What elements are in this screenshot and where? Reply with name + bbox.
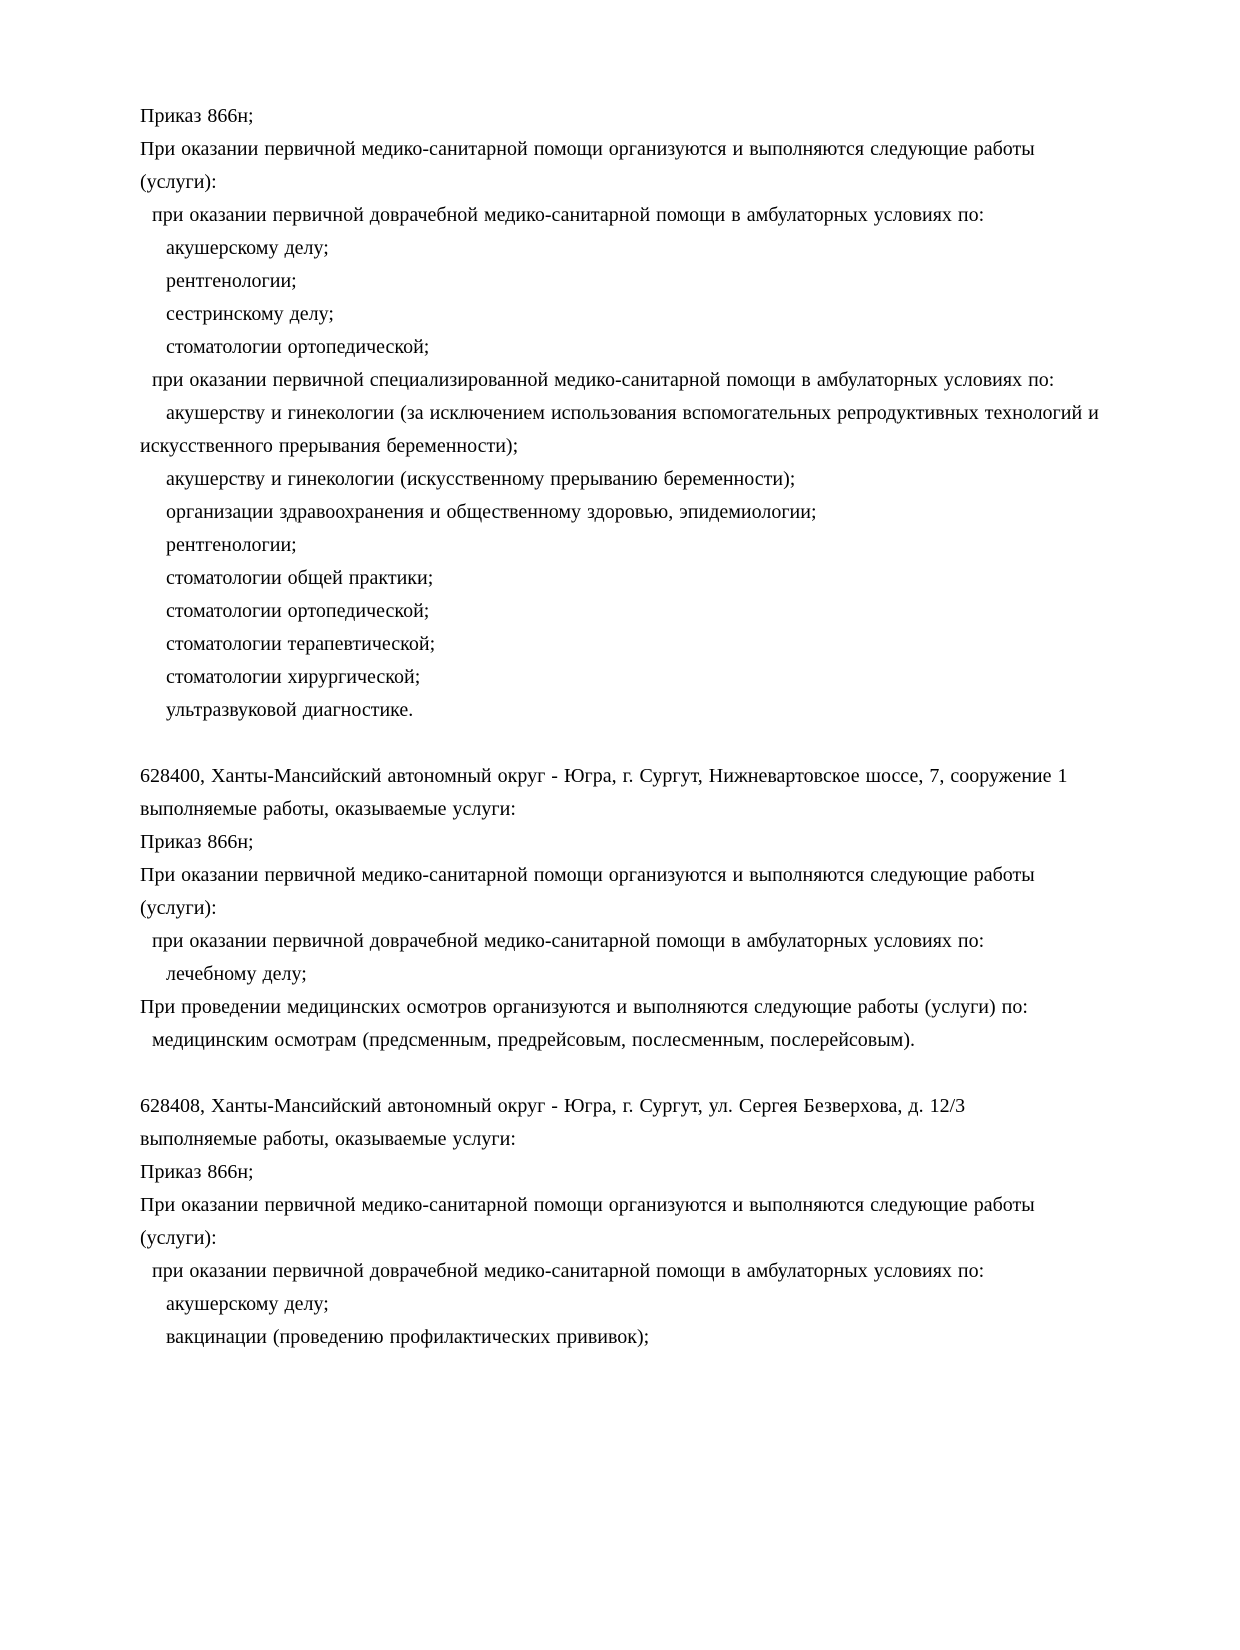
text-line: организации здравоохранения и общественному здоровью, эпидемиологии; <box>166 501 817 523</box>
text-line: стоматологии ортопедической; <box>166 336 430 358</box>
document-body <box>140 100 1107 1354</box>
text-line: вакцинации (проведению профилактических прививок); <box>166 1326 650 1348</box>
text-line: 628408, Ханты-Мансийский автономный округ - Югра, г. Сургут, ул. Сергея Безверхова, д. 12/3 <box>140 1095 966 1117</box>
text-line: медицинским осмотрам (предсменным, предрейсовым, послесменным, послерейсовым). <box>152 1029 915 1051</box>
text-line: при оказании первичной доврачебной медико-санитарной помощи в амбулаторных условиях по: <box>152 930 985 952</box>
text-line: ультразвуковой диагностике. <box>166 699 414 721</box>
text-line: лечебному делу; <box>166 963 307 985</box>
text-line: Приказ 866н; <box>140 105 254 127</box>
text-line: сестринскому делу; <box>166 303 334 325</box>
text-line: Приказ 866н; <box>140 831 254 853</box>
text-line: акушерству и гинекологии (искусственному прерыванию беременности); <box>166 468 796 490</box>
text-line: При оказании первичной медико-санитарной помощи организуются и выполняются следующие работы (услуги): <box>140 1194 1035 1249</box>
text-line: рентгенологии; <box>166 534 297 556</box>
text-line: стоматологии терапевтической; <box>166 633 436 655</box>
text-line: При оказании первичной медико-санитарной помощи организуются и выполняются следующие работы (услуги): <box>140 138 1035 193</box>
text-line: при оказании первичной доврачебной медико-санитарной помощи в амбулаторных условиях по: <box>152 1260 985 1282</box>
text-line: выполняемые работы, оказываемые услуги: <box>140 798 516 820</box>
blank-line <box>140 1057 1107 1090</box>
text-line: при оказании первичной доврачебной медико-санитарной помощи в амбулаторных условиях по: <box>152 204 985 226</box>
text-line: при оказании первичной специализированной медико-санитарной помощи в амбулаторных условиях по: <box>152 369 1055 391</box>
text-line: выполняемые работы, оказываемые услуги: <box>140 1128 516 1150</box>
text-line: акушерскому делу; <box>166 1293 329 1315</box>
blank-line <box>140 727 1107 760</box>
text-line: стоматологии хирургической; <box>166 666 421 688</box>
text-line: акушерскому делу; <box>166 237 329 259</box>
text-line: рентгенологии; <box>166 270 297 292</box>
text-line: стоматологии ортопедической; <box>166 600 430 622</box>
text-line: Приказ 866н; <box>140 1161 254 1183</box>
text-line: При оказании первичной медико-санитарной помощи организуются и выполняются следующие работы (услуги): <box>140 864 1035 919</box>
text-line: акушерству и гинекологии (за исключением использования вспомогательных репродуктивных технологий и искусственного прерывания беременности); <box>140 402 1099 457</box>
text-line: 628400, Ханты-Мансийский автономный округ - Югра, г. Сургут, Нижневартовское шоссе, 7, сооружение 1 <box>140 765 1068 787</box>
text-line: стоматологии общей практики; <box>166 567 434 589</box>
text-line: При проведении медицинских осмотров организуются и выполняются следующие работы (услуги) по: <box>140 996 1028 1018</box>
